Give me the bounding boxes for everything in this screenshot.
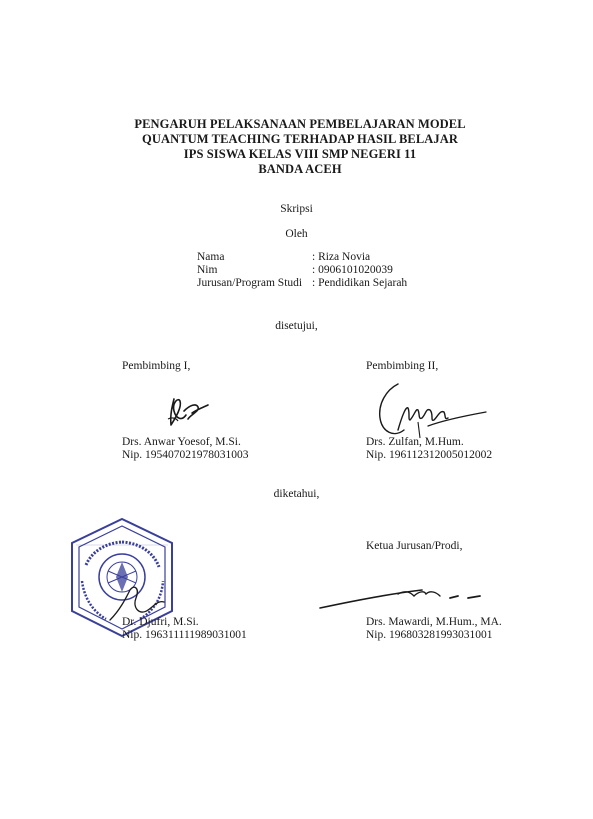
head-nip: Nip. 196803281993031001: [366, 629, 493, 641]
skripsi-label: Skripsi: [280, 203, 313, 215]
dept-label: Jurusan/Program Studi: [197, 277, 303, 289]
thesis-title: [120, 117, 480, 177]
advisor1-name: Drs. Anwar Yoesof, M.Si.: [122, 436, 241, 448]
student-info: [197, 251, 407, 290]
oleh-label: Oleh: [285, 228, 308, 240]
advisor2-signature: [368, 380, 490, 442]
approved-label: disetujui,: [275, 320, 318, 332]
advisor1-nip: Nip. 195407021978031003: [122, 449, 249, 461]
name-value: : Riza Novia: [312, 251, 371, 263]
advisor2-name: Drs. Zulfan, M.Hum.: [366, 436, 464, 448]
head-signature: [318, 582, 490, 614]
advisor1-role: Pembimbing I,: [122, 360, 191, 372]
dept-row: [197, 277, 407, 290]
dean-name: Dr. Djufri, M.Si.: [122, 616, 199, 628]
name-label: Nama: [197, 251, 225, 263]
known-label: diketahui,: [273, 488, 320, 500]
dean-signature: [100, 580, 180, 630]
advisor1-signature: [160, 393, 212, 435]
title-line-2: QUANTUM TEACHING TERHADAP HASIL BELAJAR: [142, 132, 458, 146]
advisor2-nip: Nip. 196112312005012002: [366, 449, 493, 461]
dean-nip: Nip. 196311111989031001: [122, 629, 247, 641]
dept-value: : Pendidikan Sejarah: [312, 277, 408, 289]
head-role: Ketua Jurusan/Prodi,: [366, 540, 463, 552]
title-line-3: IPS SISWA KELAS VIII SMP NEGERI 11: [183, 147, 417, 161]
title-line-4: BANDA ACEH: [258, 162, 342, 176]
title-line-1: PENGARUH PELAKSANAAN PEMBELAJARAN MODEL: [134, 117, 466, 131]
advisor2-role: Pembimbing II,: [366, 360, 439, 372]
nim-row: [197, 264, 407, 277]
head-name: Drs. Mawardi, M.Hum., MA.: [366, 616, 502, 628]
nim-value: : 0906101020039: [312, 264, 393, 276]
nim-label: Nim: [197, 264, 218, 276]
name-row: [197, 251, 407, 264]
